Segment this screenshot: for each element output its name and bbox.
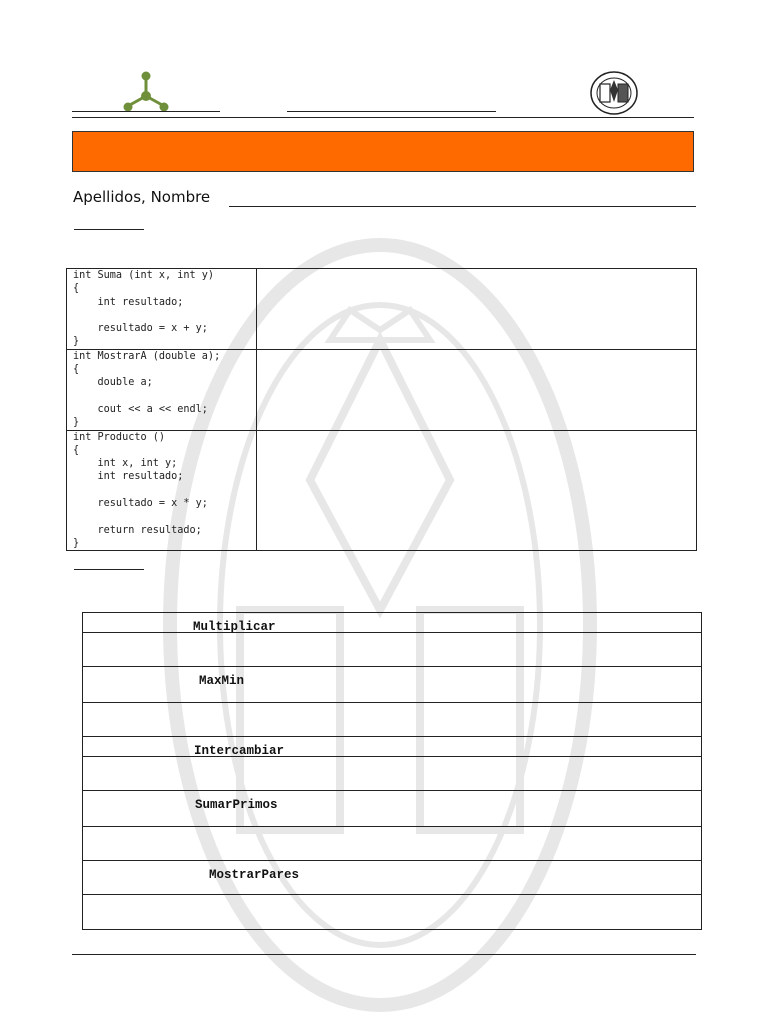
table-row [83, 703, 702, 737]
function-name: MostrarPares [209, 868, 300, 882]
answer-cell[interactable] [83, 703, 702, 737]
table-row [83, 791, 702, 827]
title-bar [72, 131, 694, 172]
function-name: Intercambiar [194, 744, 285, 758]
header-line-left [72, 111, 220, 112]
table-row [83, 737, 702, 757]
function-name-cell [83, 613, 702, 633]
table-row [83, 667, 702, 703]
code-snippet: int MostrarA (double a); { double a; cout << a << endl; } [73, 350, 221, 429]
code-cell [67, 269, 257, 350]
function-name-cell [83, 861, 702, 895]
code-snippet: int Producto () { int x, int y; int resultado; resultado = x * y; return resultado; } [73, 431, 208, 549]
answer-cell[interactable] [257, 349, 697, 430]
name-field-line[interactable] [229, 206, 696, 207]
header-rule [72, 117, 694, 118]
table-row [83, 757, 702, 791]
header-line-middle [287, 111, 496, 112]
university-seal-icon [588, 70, 640, 116]
answer-cell[interactable] [83, 633, 702, 667]
code-table [66, 268, 697, 551]
answer-cell[interactable] [257, 269, 697, 350]
name-label: Apellidos, Nombre [73, 188, 211, 206]
function-name: Multiplicar [193, 620, 276, 634]
table-row [83, 861, 702, 895]
table-row [83, 613, 702, 633]
table-row [67, 430, 697, 551]
table-row [67, 349, 697, 430]
table-row [83, 827, 702, 861]
molecule-logo-icon [118, 70, 174, 114]
section-1-underline [74, 229, 144, 230]
function-name: SumarPrimos [195, 798, 278, 812]
function-table [82, 612, 702, 930]
answer-cell[interactable] [83, 827, 702, 861]
function-name: MaxMin [199, 674, 245, 688]
footer-rule [72, 954, 696, 955]
code-cell [67, 430, 257, 551]
table-row [83, 895, 702, 930]
answer-cell[interactable] [83, 757, 702, 791]
function-name-cell [83, 791, 702, 827]
table-row [83, 633, 702, 667]
code-snippet: int Suma (int x, int y) { int resultado; resultado = x + y; } [73, 270, 215, 348]
function-name-cell [83, 667, 702, 703]
answer-cell[interactable] [83, 895, 702, 930]
table-row [67, 269, 697, 350]
code-cell [67, 349, 257, 430]
function-name-cell [83, 737, 702, 757]
section-2-underline [74, 569, 144, 570]
answer-cell[interactable] [257, 430, 697, 551]
